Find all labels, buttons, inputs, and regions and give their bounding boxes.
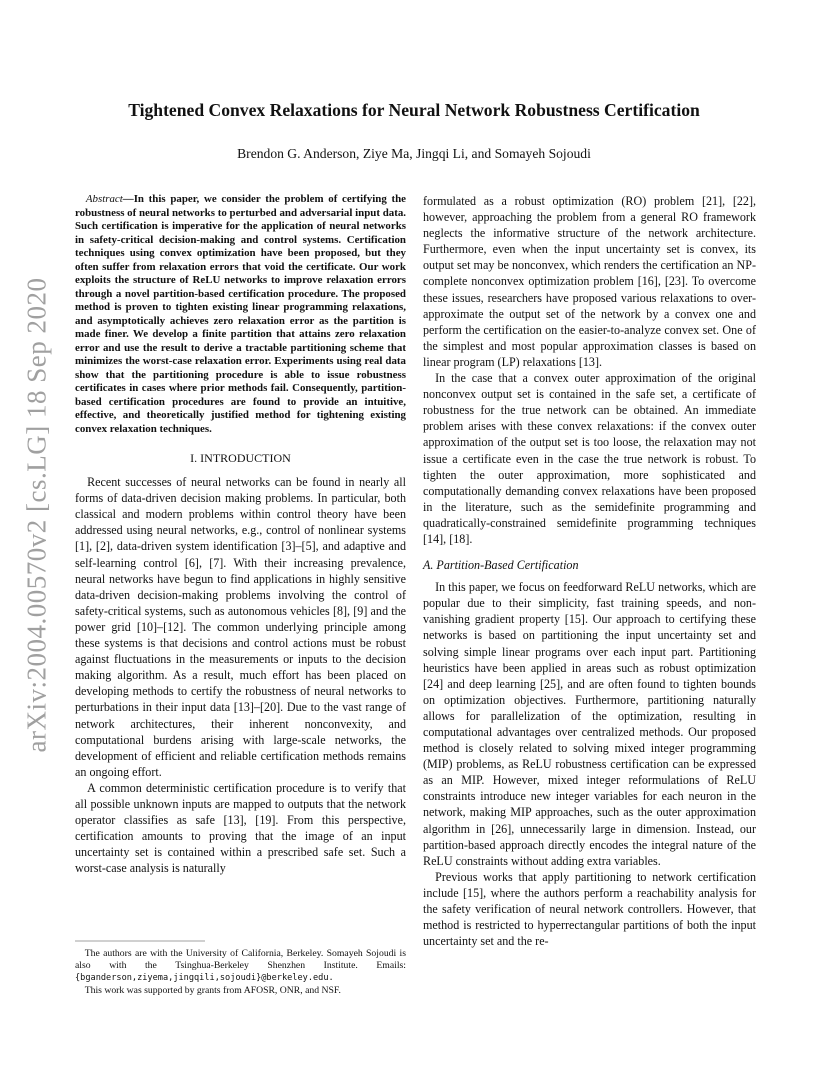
right-paragraph-4: Previous works that apply partitioning to network certification include [15], where the authors perform a reachability analysis for the safety verification of neural network controllers. However, that method is restricted to hyperrectangular partitions of both the input uncertainty set and the re- — [423, 869, 756, 949]
paper-title: Tightened Convex Relaxations for Neural Network Robustness Certification — [128, 100, 700, 120]
section-heading-introduction: I. INTRODUCTION — [190, 451, 291, 465]
footnote-emails: {bganderson,ziyema,jingqili,sojoudi}@berkeley.edu. — [75, 973, 334, 984]
intro-paragraph-1: Recent successes of neural networks can be found in nearly all forms of data-driven decision making problems. In particular, both classical and modern problems within control theory have been addressed using neural networks, e.g., control of nonlinear systems [1], [2], data-driven system identification [3]–[5], and adaptive and self-learning control [6], [7]. With their increasing prevalence, neural networks have begun to find applications in highly sensitive data-driven decision-making problems involving the control of safety-critical systems, such as autonomous vehicles [8], [9] and the power grid [10]–[12]. The common underlying principle among these systems is that decisions and control actions must be robust against fluctuations in the measurements or inputs to the decision making algorithm. As a result, much effort has been placed on developing methods to certify the robustness of neural networks to perturbations in their input data [13]–[20]. Due to the vast range of network architectures, their inherent nonconvexity, and computational burdens arising with large-scale networks, the development of efficient and reliable certification methods remains an ongoing effort. — [75, 475, 406, 779]
footnote-rule — [75, 940, 406, 942]
footnotes — [75, 948, 406, 997]
abstract-label: Abstract — [85, 193, 123, 205]
right-paragraph-1: formulated as a robust optimization (RO) problem [21], [22], however, approaching the problem from a general RO framework neglects the informative structure of the network architecture. Furthermore, even when the input uncertainty set is convex, its output set may be nonconvex, which renders the certification an NP-complete nonconvex optimization problem [16], [23]. To overcome these issues, researchers have proposed various relaxations to over-approximate the output set of the network by a convex one and perform the certification on the easier-to-analyze convex set. One of the simplest and most popular approximation classes is based on linear program (LP) relaxations [13]. — [423, 194, 756, 369]
abstract-dash: — — [122, 193, 134, 205]
arxiv-identifier: arXiv:2004.00570v2 [cs.LG] 18 Sep 2020 — [21, 277, 52, 753]
abstract-text: In this paper, we consider the problem of certifying the robustness of neural networks to perturbed and adversarial input data. Such certification is imperative for the application of neural networks in safety-critical decision-making and control systems. Certification techniques using convex optimization have been proposed, but they often suffer from relaxation errors that void the certificate. Our work exploits the structure of ReLU networks to improve relaxation errors through a novel partition-based certification procedure. The proposed method is proven to tighten existing linear programming relaxations, and asymptotically achieves zero relaxation error as the partition is made finer. We develop a finite partition that attains zero relaxation error and use the result to derive a tractable partitioning scheme that minimizes the worst-case relaxation error. Experiments using real data show that the partitioning procedure is able to issue robustness certificates in cases where prior methods fail. Consequently, partition-based certification procedures are found to provide an intuitive, effective, and theoretically justified method for tightening existing convex relaxation techniques. — [75, 193, 406, 435]
author-list: Brendon G. Anderson, Ziye Ma, Jingqi Li, and Somayeh Sojoudi — [237, 146, 591, 161]
footnote-support: This work was supported by grants from AFOSR, ONR, and NSF. — [84, 984, 341, 996]
intro-paragraph-2: A common deterministic certification procedure is to verify that all possible unknown inputs are mapped to outputs that the network operator classifies as safe [13], [19]. From this perspective, certification amounts to proving that the image of an input uncertainty set is contained within a prescribed safe set. Such a worst-case analysis is naturally — [75, 780, 406, 876]
right-paragraph-3: In this paper, we focus on feedforward ReLU networks, which are popular due to their simplicity, fast training speeds, and non-vanishing gradient property [15]. Our approach to certifying these networks is based on partitioning the input uncertainty set and solving simple linear programs over each input part. Partitioning heuristics have been applied in areas such as robust optimization [24] and deep learning [25], and are often found to tighten bounds on optimization objectives. Furthermore, partitioning naturally allows for parallelization of the optimization, resulting in computational advantages over centralized methods. Our proposed method is closely related to solving mixed integer programming (MIP) problems, as ReLU robustness certification can be expressed as an MIP. However, mixed integer reformulations of ReLU constraints introduce new integer variables for each neuron in the network, making MIP approaches, such as the outer approximation algorithm in [26], unnecessarily large in dimension. Instead, our partition-based approach directly encodes the integral nature of the ReLU constraints without adding extra variables. — [423, 580, 756, 868]
arxiv-side-stamp — [14, 255, 60, 775]
abstract — [75, 193, 406, 436]
right-column — [423, 193, 756, 949]
subsection-heading-partition: A. Partition-Based Certification — [423, 558, 579, 573]
left-column — [75, 193, 406, 876]
right-paragraph-2: In the case that a convex outer approximation of the original nonconvex output set is contained in the safe set, a certificate of robustness for the true network can be obtained. An immediate problem arises with these convex relaxations: if the convex outer approximation of the output set is too loose, the relaxation may not issue a certificate even in the case the true network is robust. To tighten the outer approximation, more sophisticated and computationally demanding convex relaxations have been proposed in the literature, such as the semidefinite programming and quadratically-constrained semidefinite programming techniques [14], [18]. — [423, 371, 756, 546]
footnote-affiliation: The authors are with the University of California, Berkeley. Somayeh Sojoudi is also with the Tsinghua-Berkeley Shenzhen Institute. Emails: {bganderson,ziyema,jingqili,sojoudi}@berkeley.edu. — [75, 948, 406, 984]
